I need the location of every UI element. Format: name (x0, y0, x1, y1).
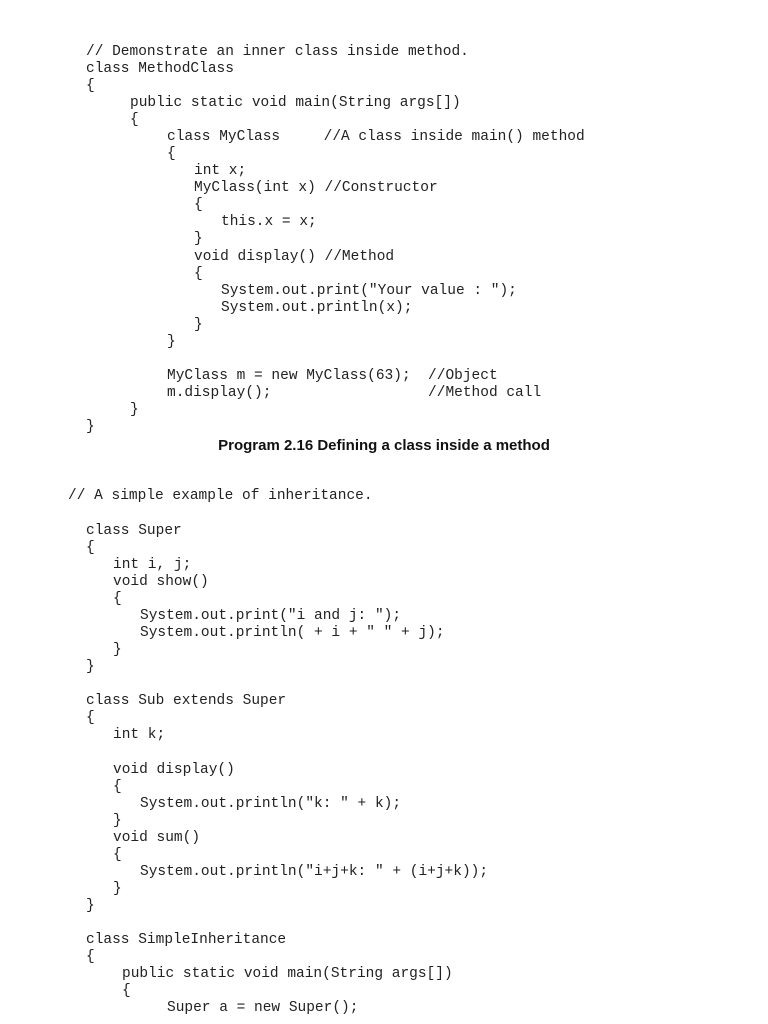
code-line: public static void main(String args[]) (122, 966, 453, 982)
code-line: { (113, 779, 122, 795)
code-line: { (86, 540, 95, 556)
code-line: } (113, 881, 122, 897)
code-line: class Sub extends Super (86, 693, 287, 709)
code-line: { (86, 710, 95, 726)
code-line: } (194, 231, 203, 247)
code-line: { (130, 112, 139, 128)
code-line: { (122, 983, 131, 999)
program-caption: Program 2.16 Defining a class inside a method (218, 437, 550, 454)
code-line: { (113, 847, 122, 863)
code-line: { (86, 949, 95, 965)
code-line: public static void main(String args[]) (130, 95, 461, 111)
code-line: System.out.println("k: " + k); (140, 796, 402, 812)
code-line: // A simple example of inheritance. (68, 488, 373, 504)
code-line: class Super (86, 523, 182, 539)
code-line: Super a = new Super(); (167, 1000, 359, 1016)
code-line: System.out.print("Your value : "); (221, 283, 517, 299)
code-line: class SimpleInheritance (86, 932, 287, 948)
code-line: void sum() (113, 830, 201, 846)
code-line: class MethodClass (86, 61, 234, 77)
code-line: } (113, 642, 122, 658)
code-line: System.out.println(x); (221, 300, 413, 316)
code-line: MyClass m = new MyClass(63); //Object (167, 368, 498, 384)
code-line: } (86, 419, 95, 435)
code-line: { (86, 78, 95, 94)
code-line: void display() //Method (194, 249, 395, 265)
code-line: { (113, 591, 122, 607)
code-line: void display() (113, 762, 235, 778)
code-line: this.x = x; (221, 214, 317, 230)
code-line: class MyClass //A class inside main() method (167, 129, 585, 145)
code-line: m.display(); //Method call (167, 385, 542, 401)
code-line: int x; (194, 163, 247, 179)
code-line: { (194, 197, 203, 213)
code-line: } (167, 334, 176, 350)
code-line: } (194, 317, 203, 333)
code-line: int k; (113, 727, 166, 743)
code-line: // Demonstrate an inner class inside method. (86, 44, 469, 60)
code-line: } (86, 898, 95, 914)
code-line: System.out.println("i+j+k: " + (i+j+k)); (140, 864, 489, 880)
code-line: } (130, 402, 139, 418)
code-line: void show() (113, 574, 209, 590)
code-line: } (113, 813, 122, 829)
code-line: { (194, 266, 203, 282)
code-line: } (86, 659, 95, 675)
code-line: { (167, 146, 176, 162)
code-line: MyClass(int x) //Constructor (194, 180, 438, 196)
code-line: int i, j; (113, 557, 192, 573)
code-line: System.out.print("i and j: "); (140, 608, 402, 624)
code-line: System.out.println( + i + " " + j); (140, 625, 445, 641)
